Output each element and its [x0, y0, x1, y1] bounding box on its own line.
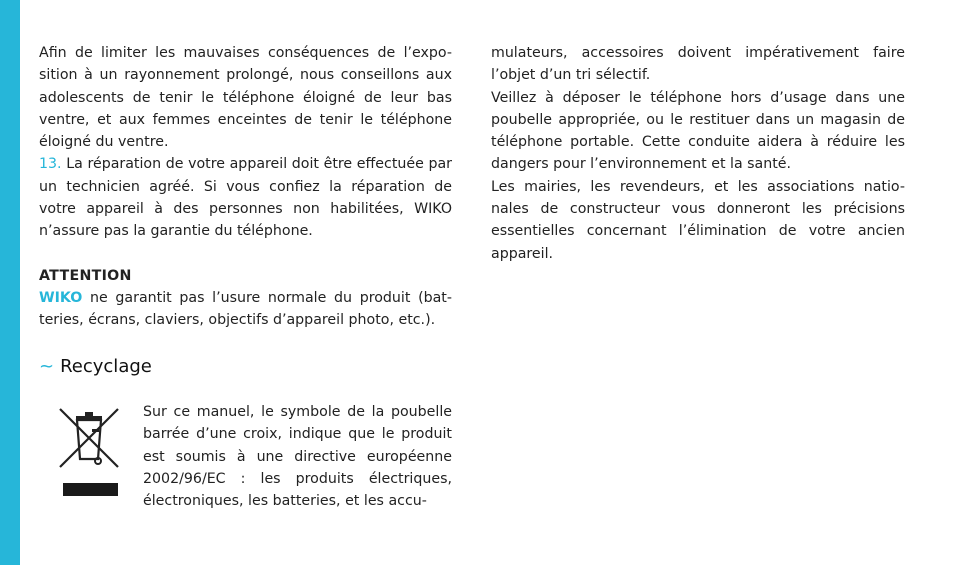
recycling-description: Sur ce manuel, le symbole de la poubelle barrée d’une croix, indique que le produit est soumis à une directive européenne 2002/96/EC : les produits électriques, électroniques, les batteries, et les accu- [143, 404, 452, 510]
section-title-text: Recyclage [60, 356, 152, 377]
paragraph-authorities: Les mairies, les revendeurs, et les associations natio-nales de constructeur vous donneront les précisions essentielles concernant l’élimination de votre ancien appareil. [491, 178, 905, 262]
paragraph-attention [39, 287, 452, 332]
attention-text: ne garantit pas l’usure normale du produit (bat-teries, écrans, claviers, objectifs d’appareil photo, etc.). [39, 289, 452, 329]
left-column [39, 42, 452, 332]
crossed-out-wheelie-bin-icon [56, 403, 122, 497]
paragraph-exposure: Afin de limiter les mauvaises conséquences de l’expo-sition à un rayonnement prolongé, nous conseillons aux adolescents de tenir le téléphone éloigné de leur bas ventre, et aux femmes enceintes de tenir le téléphone éloigné du ventre. [39, 45, 452, 151]
paragraph-sorting: mulateurs, accessoires doivent impérativement faire l’objet d’un tri sélectif. [491, 45, 905, 84]
item-text: La réparation de votre appareil doit être effectuée par un technicien agréé. Si vous confiez la réparation de votre appareil à des personnes non habilitées, WIKO n’assure pas la garantie du téléphone. [39, 156, 452, 240]
attention-heading: ATTENTION [39, 267, 132, 284]
side-color-stripe [0, 0, 20, 565]
brand-name: WIKO [39, 289, 83, 306]
section-title-recycling [39, 354, 152, 380]
right-column [491, 42, 905, 265]
item-number: 13. [39, 156, 62, 173]
paragraph-repair [39, 153, 452, 242]
paragraph-disposal: Veillez à déposer le téléphone hors d’usage dans une poubelle appropriée, ou le restituer dans un magasin de téléphone portable. Cette conduite aidera à réduire les dangers pour l’environnement et la santé. [491, 89, 905, 173]
tilde-marker: ~ [39, 356, 55, 377]
